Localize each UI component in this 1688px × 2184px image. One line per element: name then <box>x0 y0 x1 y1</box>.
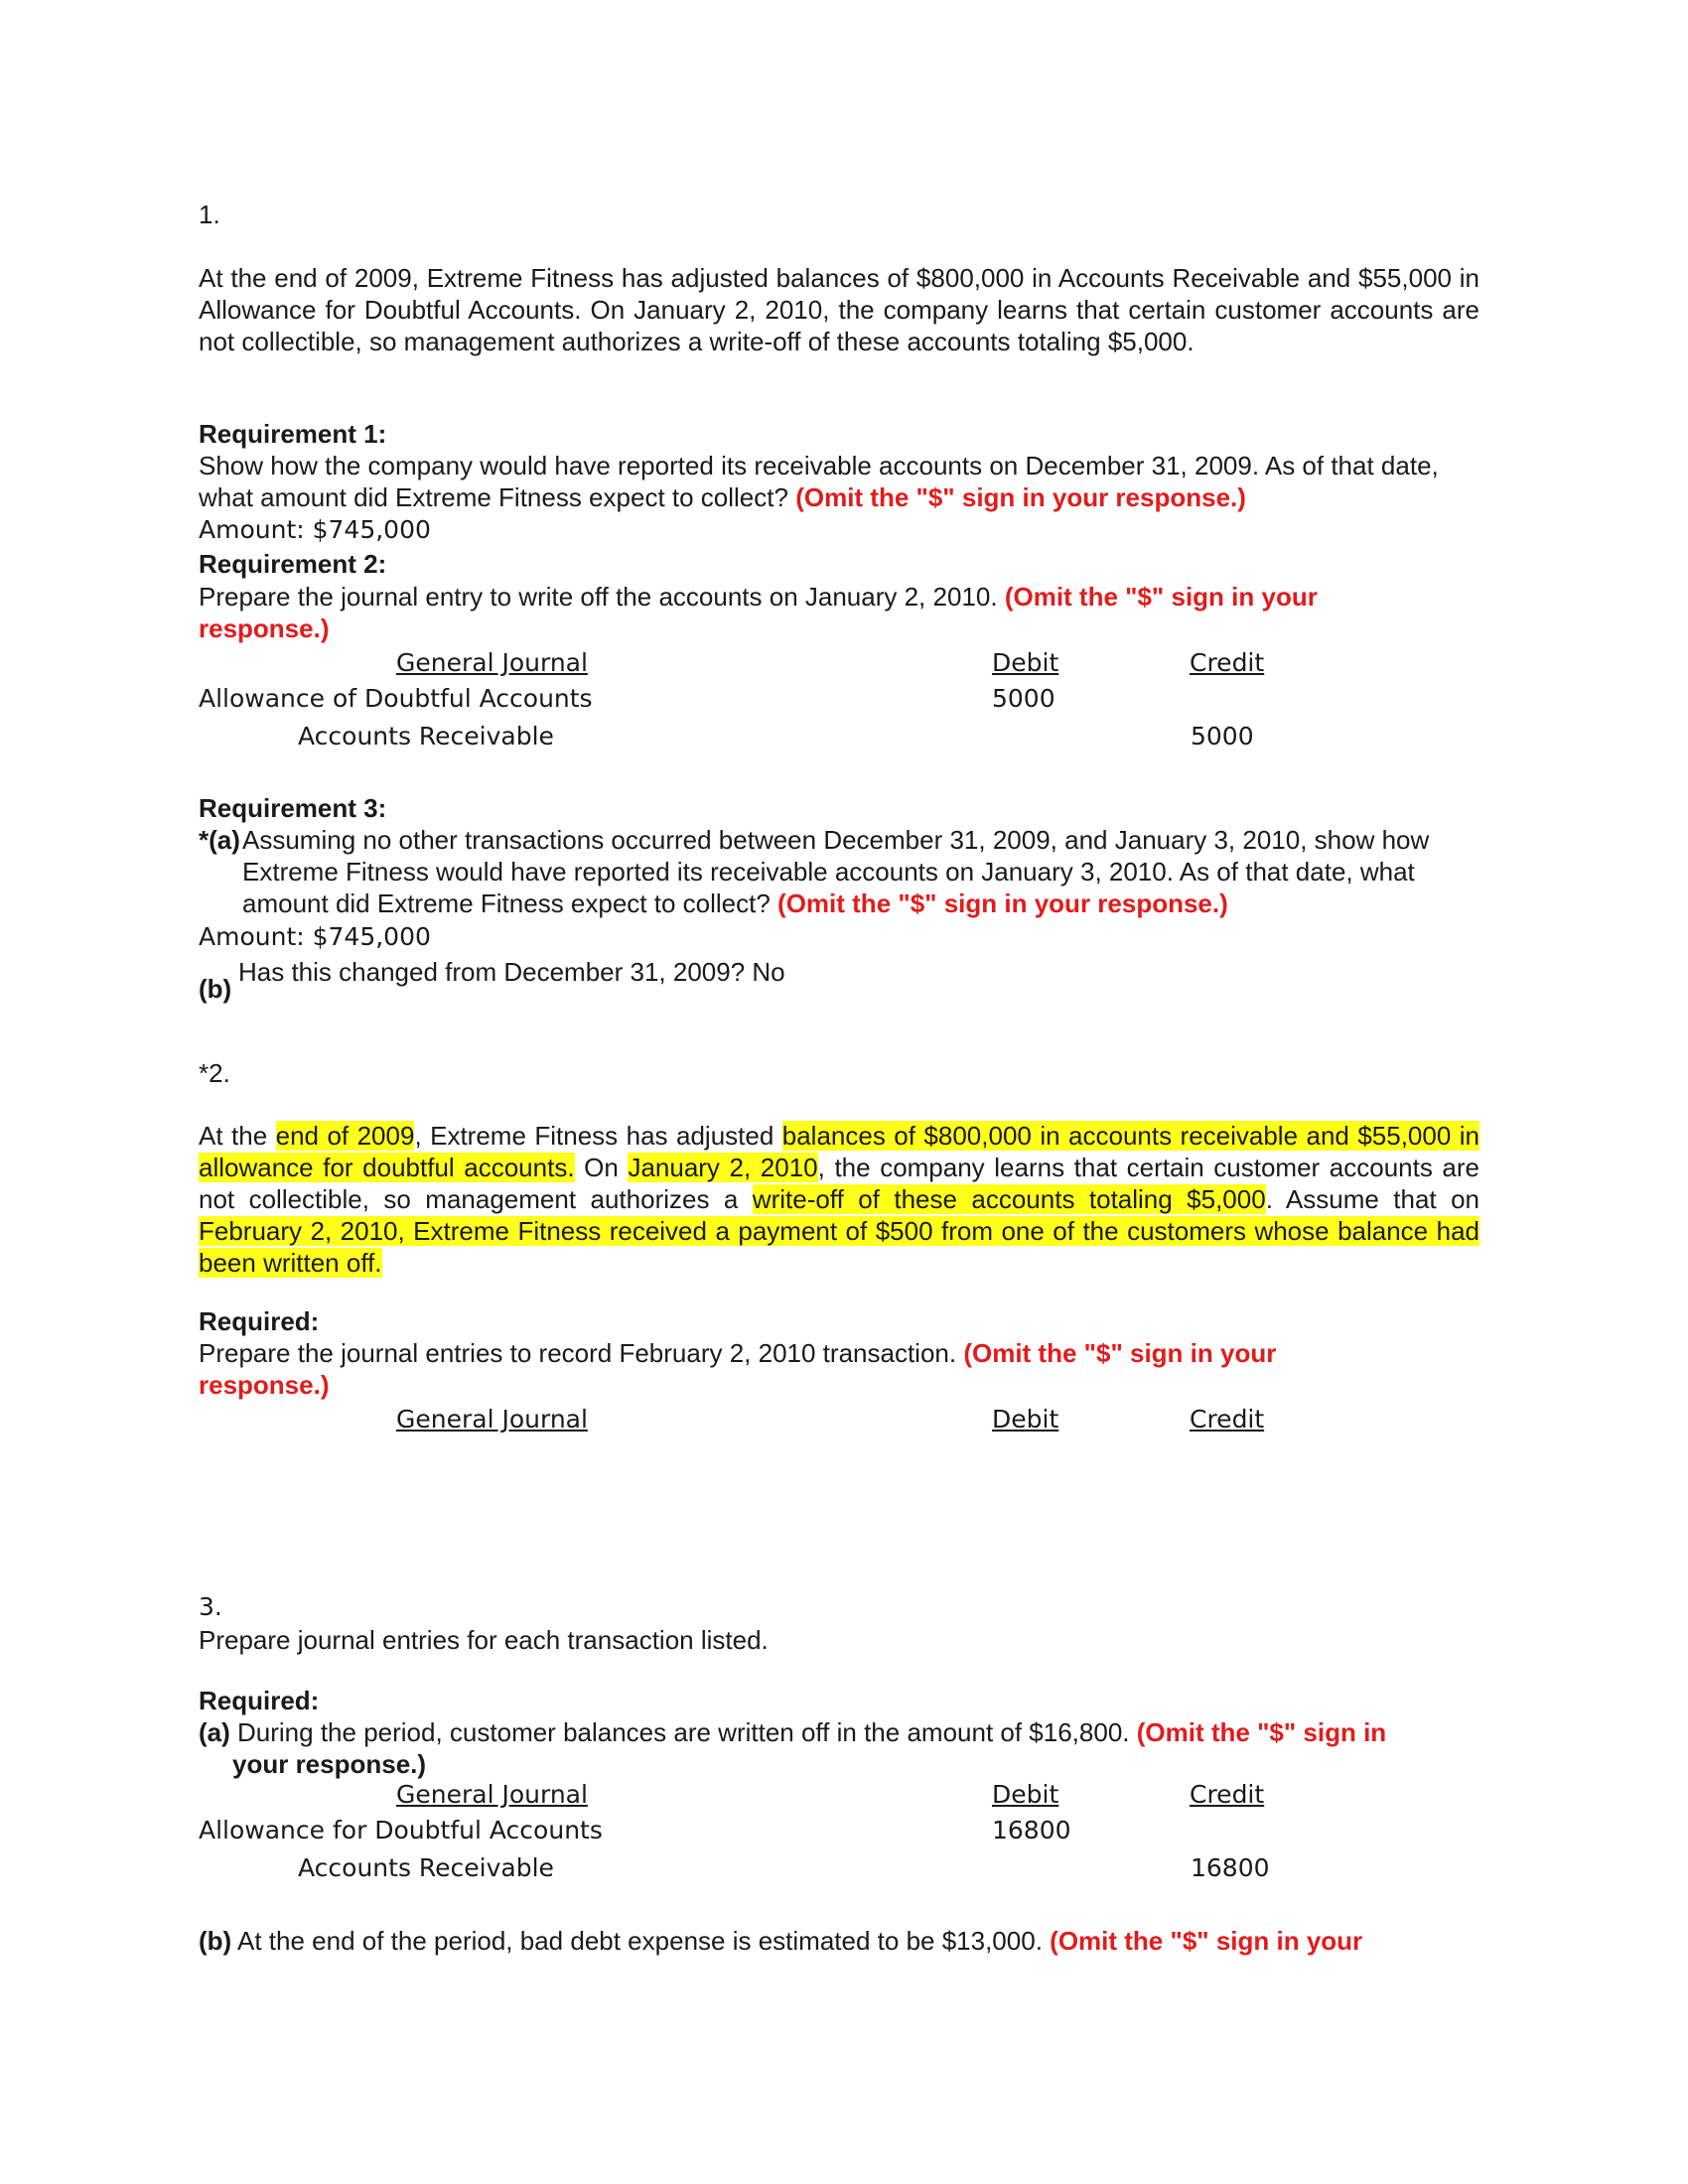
q1-req1-instructions: Show how the company would have reported its receivable accounts on December 31, 2009. As of that date, what amount did Extreme Fitness expect to collect? <box>199 451 1439 512</box>
q3-a-omit-note-1: (Omit the "$" sign in <box>1136 1717 1387 1747</box>
q3-required-heading: Required: <box>199 1686 320 1715</box>
q2-text-at-the: At the <box>199 1121 276 1151</box>
q2-highlight-balances: balances of $800,000 in accounts receivable and $55,000 in allowance for doubtful accounts. <box>199 1121 1480 1182</box>
q2-highlight-feb-2: February 2, 2010, Extreme Fitness received a payment of $500 from one of the customers whose balance had been written off. <box>199 1216 1479 1278</box>
q1-req1-text <box>199 450 1479 513</box>
q3-journal-header-general: General Journal <box>396 1780 588 1809</box>
q3-intro: Prepare journal entries for each transaction listed. <box>199 1625 769 1655</box>
q1-journal-header-general: General Journal <box>396 648 588 677</box>
q1-req1-heading: Requirement 1: <box>199 419 387 449</box>
q2-required-text <box>199 1337 1390 1401</box>
q1-req3-a-omit-note: (Omit the "$" sign in your response.) <box>777 888 1228 918</box>
q3-journal-row-1-account: Allowance for Doubtful Accounts <box>199 1816 603 1844</box>
question-3-number: 3. <box>199 1592 222 1621</box>
q3-b-label: (b) <box>199 1926 232 1956</box>
q2-highlight-writeoff: write-off of these accounts totaling $5,000 <box>752 1184 1266 1214</box>
q1-journal-row-1-account: Allowance of Doubtful Accounts <box>199 684 593 713</box>
q1-req3-a-instructions: Assuming no other transactions occurred between December 31, 2009, and January 3, 2010, show how Extreme Fitness would have reported its receivable accounts on January 3, 2010. As of that date, what amount did Extreme Fitness expect to collect? <box>242 825 1430 918</box>
q2-highlight-end-2009: end of 2009 <box>275 1121 415 1151</box>
q2-omit-note: (Omit the "$" sign in your response.) <box>199 1338 1277 1400</box>
q3-journal-row-2-account: Accounts Receivable <box>298 1853 554 1882</box>
q3-journal-row-2-credit: 16800 <box>1191 1853 1270 1882</box>
q2-text-adjusted: , Extreme Fitness has adjusted <box>414 1121 782 1151</box>
question-2-paragraph <box>199 1120 1479 1279</box>
q2-highlight-jan-2: January 2, 2010 <box>628 1153 818 1182</box>
q1-journal-row-1-debit: 5000 <box>992 684 1055 713</box>
q1-req3-b-label: (b) <box>199 974 232 1004</box>
q3-b-line <box>199 1925 1362 1957</box>
question-2-number: *2. <box>199 1058 230 1088</box>
q1-req1-omit-note: (Omit the "$" sign in your response.) <box>795 482 1246 512</box>
q3-a-label: (a) <box>199 1717 230 1747</box>
q1-req3-heading: Requirement 3: <box>199 793 387 823</box>
q2-text-on: On <box>574 1153 629 1182</box>
q1-journal-header-credit: Credit <box>1190 648 1265 677</box>
q2-instructions: Prepare the journal entries to record February 2, 2010 transaction. <box>199 1338 957 1368</box>
q1-req2-heading: Requirement 2: <box>199 549 387 579</box>
q3-journal-header-debit: Debit <box>992 1780 1059 1809</box>
q3-journal-header-credit: Credit <box>1190 1780 1265 1809</box>
q3-b-text: At the end of the period, bad debt expense is estimated to be $13,000. <box>237 1926 1043 1956</box>
q2-required-heading: Required: <box>199 1306 320 1336</box>
q3-journal-row-1-debit: 16800 <box>992 1816 1071 1844</box>
q2-text-assume: . Assume that on <box>1265 1184 1479 1214</box>
q1-req3-a-text <box>242 824 1464 919</box>
q1-journal-row-2-credit: 5000 <box>1191 722 1254 751</box>
q3-a-text: During the period, customer balances are written off in the amount of $16,800. <box>237 1717 1130 1747</box>
q2-text-learns: , the company learns that certain customer accounts are not collectible, so management authorizes a <box>199 1153 1480 1214</box>
question-1-paragraph: At the end of 2009, Extreme Fitness has adjusted balances of $800,000 in Accounts Receivable and $55,000 in Allowance for Doubtful Accounts. On January 2, 2010, the company learns that certain customer accounts are not collectible, so management authorizes a write-off of these accounts totaling $5,000. <box>199 263 1479 356</box>
q1-req2-omit-note: (Omit the "$" sign in your response.) <box>199 582 1318 643</box>
q1-req2-text <box>199 581 1450 644</box>
q1-req3-answer: Amount: $745,000 <box>199 922 431 951</box>
q2-journal-header-general: General Journal <box>396 1405 588 1433</box>
q1-req1-answer: Amount: $745,000 <box>199 515 431 544</box>
question-1-number: 1. <box>199 200 220 229</box>
q1-req3-b-text: Has this changed from December 31, 2009? No <box>238 957 785 987</box>
q1-journal-row-2-account: Accounts Receivable <box>298 722 554 751</box>
q1-req2-instructions: Prepare the journal entry to write off the accounts on January 2, 2010. <box>199 582 998 612</box>
q2-journal-header-debit: Debit <box>992 1405 1059 1433</box>
q1-journal-header-debit: Debit <box>992 648 1059 677</box>
q3-b-omit-note: (Omit the "$" sign in your <box>1050 1926 1363 1956</box>
q2-journal-header-credit: Credit <box>1190 1405 1265 1433</box>
q1-req3-a-label: *(a) <box>199 825 240 855</box>
q3-a-line-1 <box>199 1716 1386 1748</box>
q3-a-omit-note-2: your response.) <box>232 1749 427 1779</box>
